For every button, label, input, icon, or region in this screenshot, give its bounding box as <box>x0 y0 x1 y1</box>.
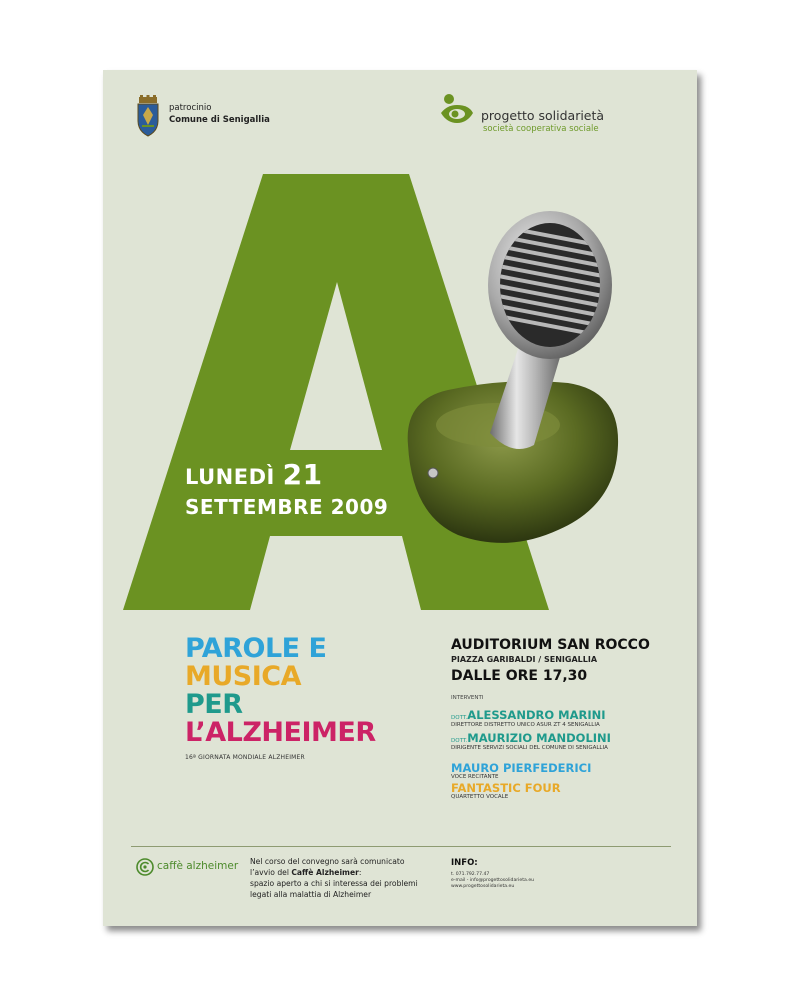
event-poster <box>103 70 697 926</box>
info-email[interactable]: e-mail - info@progettosolidarieta.eu <box>451 878 535 883</box>
speaker-item <box>451 761 591 780</box>
interventi-label: INTERVENTI <box>451 695 484 701</box>
speaker-name: ALESSANDRO MARINI <box>467 708 606 722</box>
speaker-role: DIRETTORE DISTRETTO UNICO ASUR ZT 4 SENIGALLIA <box>451 722 600 728</box>
speaker-prefix: DOTT. <box>451 738 468 744</box>
speaker-role: QUARTETTO VOCALE <box>451 794 509 800</box>
desc-punct: : <box>358 868 362 877</box>
speaker-item <box>451 727 611 751</box>
patronage-block <box>169 102 270 126</box>
info-phone: t. 071.792.77.47 <box>451 872 490 877</box>
venue-name: AUDITORIUM SAN ROCCO <box>451 637 650 653</box>
event-title <box>185 635 376 747</box>
footer-divider <box>131 846 671 847</box>
title-line-4: L’ALZHEIMER <box>185 717 376 748</box>
coat-of-arms-icon <box>136 95 160 137</box>
speaker-role: DIRIGENTE SERVIZI SOCIALI DEL COMUNE DI SENIGALLIA <box>451 745 608 751</box>
title-line-1: PAROLE E <box>185 633 327 664</box>
speaker-prefix: DOTT. <box>451 715 468 721</box>
speaker-role: VOCE RECITANTE <box>451 774 499 780</box>
progetto-solidarieta-logo-icon <box>439 93 475 127</box>
org-name: progetto solidarietà <box>481 108 605 123</box>
speaker-name: MAURO PIERFEDERICI <box>451 761 592 775</box>
desc-line: spazio aperto a chi si interessa dei problemi <box>250 879 418 888</box>
info-label: INFO: <box>451 858 478 868</box>
org-subtitle: società cooperativa sociale <box>483 124 599 134</box>
desc-line: Nel corso del convegno sarà comunicato <box>250 857 405 866</box>
footer-description <box>250 856 450 900</box>
speaker-name: MAURIZIO MANDOLINI <box>467 731 611 745</box>
caffe-alzheimer-logo-icon <box>136 858 154 876</box>
title-line-3: PER <box>185 689 243 720</box>
event-date <box>185 458 388 519</box>
desc-line: l’avvio del <box>250 868 289 877</box>
caffe-alzheimer-label: caffè alzheimer <box>157 860 239 872</box>
day-label: LUNEDÌ <box>185 465 275 489</box>
desc-bold: Caffè Alzheimer <box>291 868 359 877</box>
speaker-item <box>451 781 561 800</box>
speaker-name: FANTASTIC FOUR <box>451 781 561 795</box>
event-time: DALLE ORE 17,30 <box>451 668 588 684</box>
venue-address: PIAZZA GARIBALDI / SENIGALLIA <box>451 655 598 664</box>
vintage-microphone-image <box>398 195 623 565</box>
title-line-2: MUSICA <box>185 661 301 692</box>
event-subtitle: 16ª GIORNATA MONDIALE ALZHEIMER <box>185 754 305 761</box>
info-website[interactable]: www.progettosolidarieta.eu <box>451 884 515 889</box>
month-year: SETTEMBRE 2009 <box>185 495 389 519</box>
patronage-org: Comune di Senigallia <box>169 115 270 125</box>
patronage-label: patrocinio <box>169 103 212 113</box>
speaker-item <box>451 704 606 728</box>
day-number: 21 <box>282 458 323 491</box>
desc-line: legati alla malattia di Alzheimer <box>250 890 372 899</box>
